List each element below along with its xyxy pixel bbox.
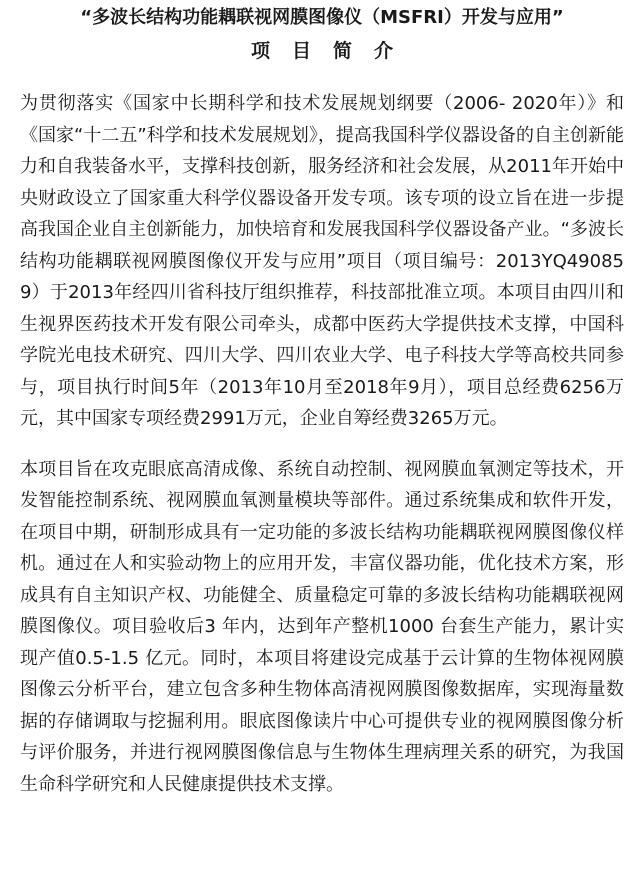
- paragraph-objectives: 本项目旨在攻克眼底高清成像、系统自动控制、视网膜血氧测定等技术，开发智能控制系统、视网膜血氧测量模块等部件。通过系统集成和软件开发，在项目中期，研制形成具有一定功能的多波长结构功能耦联视网膜图像仪样机。通过在人和实验动物上的应用开发，丰富仪器功能，优化技术方案，形成具有自主知识产权、功能健全、质量稳定可靠的多波长结构功能耦联视网膜图像仪。项目验收后3 年内，达到年产整机1000 台套生产能力，累计实现产值0.5-1.5 亿元。同时，本项目将建设完成基于云计算的生物体视网膜图像云分析平台，建立包含多种生物体高清视网膜图像数据库，实现海量数据的存储调取与挖掘利用。眼底图像读片中心可提供专业的视网膜图像分析与评价服务，并进行视网膜图像信息与生物体生理病理关系的研究，为我国生命科学研究和人民健康提供技术支撑。: [20, 458, 624, 795]
- paragraph-background: 为贯彻落实《国家中长期科学和技术发展规划纲要（2006- 2020年）》和《国家“十二五”科学和技术发展规划》，提高我国科学仪器设备的自主创新能力和自我装备水平，支撑科技创新，服务经济和社会发展，从2011年开始中央财政设立了国家重大科学仪器设备开发专项。该专项的设立旨在进一步提高我国企业自主创新能力，加快培育和发展我国科学仪器设备产业。“多波长结构功能耦联视网膜图像仪开发与应用”项目（项目编号：2013YQ490859）于2013年经四川省科技厅组织推荐，科技部批准立项。本项目由四川和生视界医药技术开发有限公司牵头，成都中医药大学提供技术支撑，中国科学院光电技术研究、四川大学、四川农业大学、电子科技大学等高校共同参与，项目执行时间5年（2013年10月至2018年9月），项目总经费6256万元，其中国家专项经费2991万元，企业自筹经费3265万元。: [20, 93, 624, 429]
- document-subtitle: 项目简介: [250, 40, 415, 62]
- document-title: “多波长结构功能耦联视网膜图像仪（MSFRI）开发与应用”: [80, 7, 564, 28]
- document-page: [20, 6, 624, 800]
